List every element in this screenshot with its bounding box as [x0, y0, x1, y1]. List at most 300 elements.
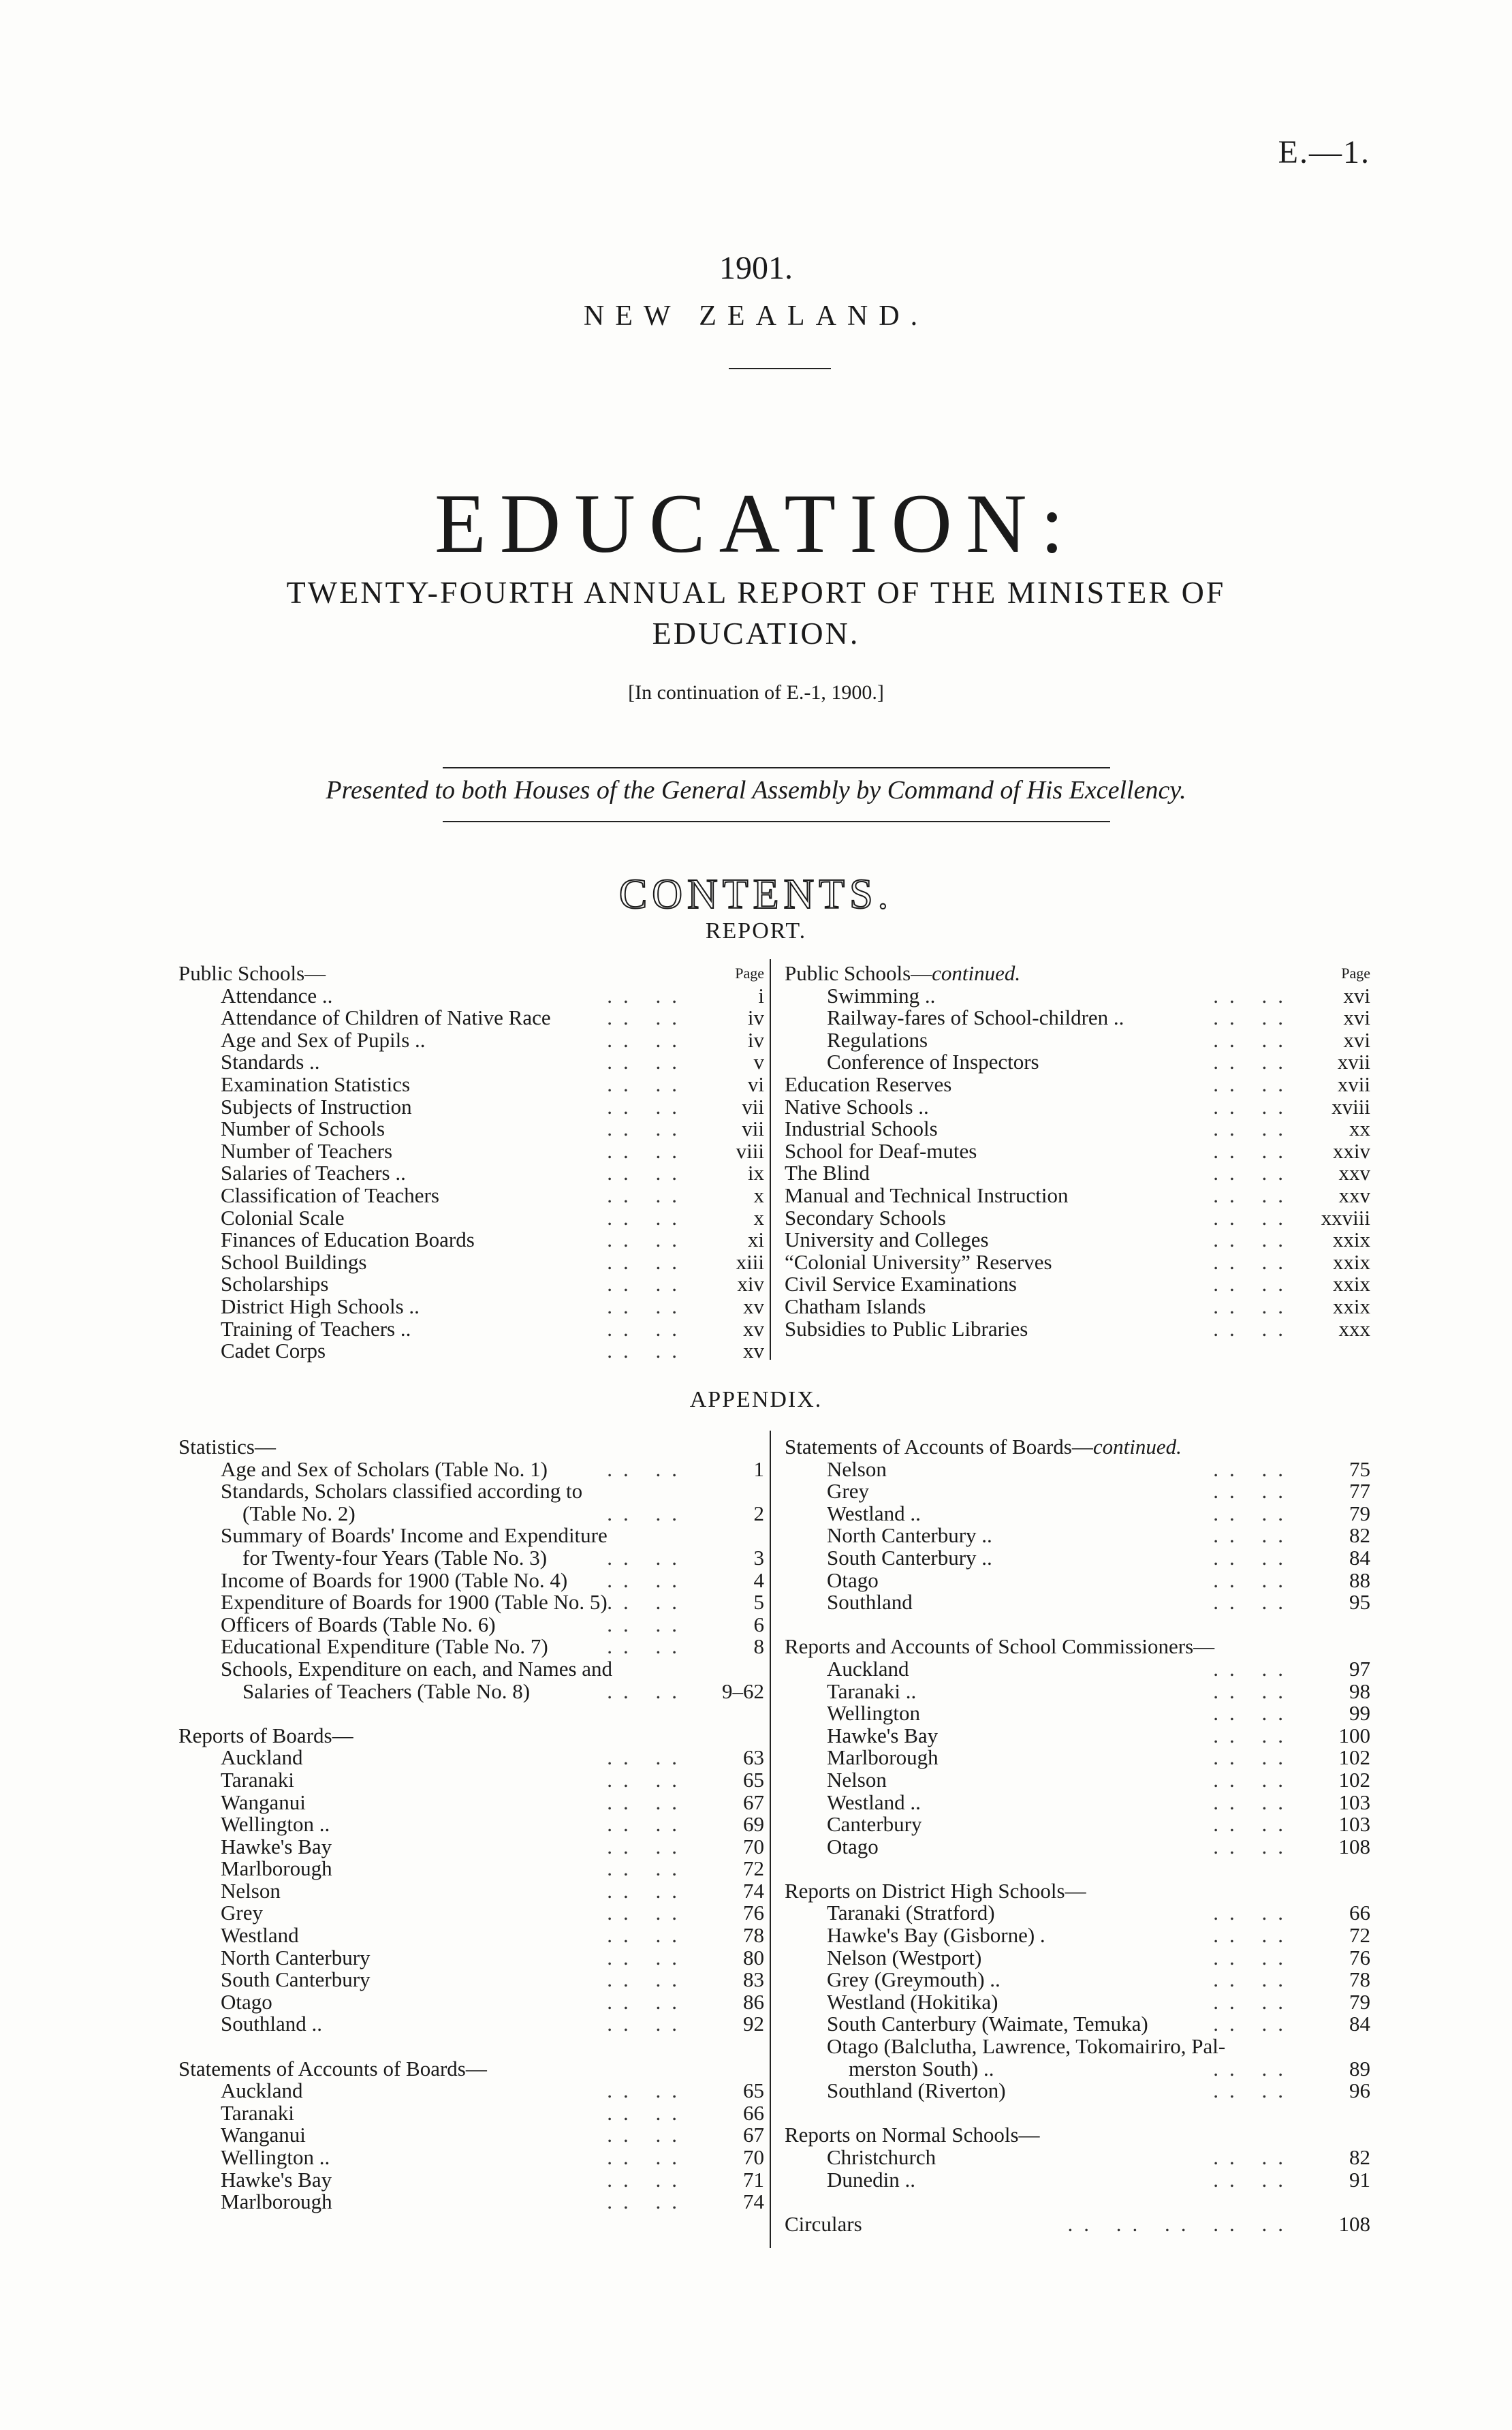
toc-entry [178, 1251, 764, 1274]
entry-page: xvi [1343, 1027, 1370, 1052]
entry-label: (Table No. 2) [242, 1501, 356, 1525]
entry-label: University and Colleges [785, 1228, 989, 1252]
leader-dots: .. .. [1213, 2167, 1294, 2192]
entry-page: 72 [1349, 1923, 1370, 1948]
entry-page: 69 [743, 1812, 764, 1837]
leader-dots: .. .. [607, 1790, 688, 1814]
entry-label: Subsidies to Public Libraries [785, 1316, 1028, 1341]
entry-page: xvi [1343, 983, 1370, 1008]
divider [729, 368, 831, 369]
leader-dots: .. .. [607, 1834, 688, 1858]
entry-label: Salaries of Teachers (Table No. 8) [242, 1679, 531, 1703]
entry-label: Salaries of Teachers .. [221, 1161, 406, 1185]
entry-page: 84 [1349, 1545, 1370, 1570]
entry-page: xx [1349, 1117, 1370, 1141]
main-title: EDUCATION: [435, 477, 1077, 570]
entry-page: 82 [1349, 1523, 1370, 1548]
entry-label: Age and Sex of Scholars (Table No. 1) [221, 1457, 548, 1481]
toc-entry [785, 1296, 1370, 1318]
leader-dots: .. .. [607, 2145, 688, 2169]
toc-group [785, 2124, 1370, 2147]
toc-entry [178, 1162, 764, 1185]
entry-page: 89 [1349, 2056, 1370, 2081]
toc-entry [785, 1118, 1370, 1140]
presented-note: Presented to both Houses of the General Assembly by Command of His Excellency. [326, 776, 1186, 805]
leader-dots: .. .. [1213, 1923, 1294, 1948]
column-divider [770, 959, 771, 1360]
entry-page: 8 [753, 1634, 764, 1659]
toc-entry [178, 1925, 764, 1947]
entry-page: xv [743, 1316, 764, 1341]
subtitle-line-2: EDUCATION. [652, 616, 860, 651]
entry-page: 67 [743, 2123, 764, 2147]
toc-entry [785, 2036, 1370, 2058]
entry-label: Circulars [785, 2211, 862, 2236]
entry-page: 74 [743, 1878, 764, 1903]
leader-dots: .. .. [607, 1612, 688, 1636]
entry-page: xxix [1332, 1272, 1370, 1296]
leader-dots: .. .. [1213, 1523, 1294, 1548]
entry-label: Native Schools .. [785, 1094, 929, 1119]
divider [443, 821, 1110, 822]
entry-label: Taranaki [221, 2100, 294, 2125]
leader-dots: .. .. [1213, 1501, 1294, 1525]
entry-label: Educational Expenditure (Table No. 7) [221, 1634, 548, 1659]
toc-entry [178, 1591, 764, 1614]
leader-dots: .. .. [1213, 1479, 1294, 1504]
entry-label: Westland .. [827, 1790, 921, 1814]
group-label: Reports and Accounts of School Commissioners— [785, 1634, 1215, 1659]
entry-page: 3 [753, 1545, 764, 1570]
leader-dots: .. .. [1213, 1812, 1294, 1837]
leader-dots: .. .. [1213, 1590, 1294, 1615]
entry-page: 2 [753, 1501, 764, 1525]
leader-dots: .. .. [607, 1901, 688, 1925]
leader-dots: .. .. [1213, 1117, 1294, 1141]
leader-dots: .. .. [1213, 1679, 1294, 1703]
entry-page: xv [743, 1339, 764, 1363]
entry-label: Education Reserves [785, 1072, 952, 1096]
entry-label: Southland (Riverton) [827, 2078, 1006, 2103]
entry-label: Attendance .. [221, 983, 333, 1008]
toc-entry [178, 1813, 764, 1836]
toc-entry [178, 1503, 764, 1525]
entry-label: Examination Statistics [221, 1072, 411, 1096]
entry-page: 78 [743, 1923, 764, 1948]
entry-page: 65 [743, 2078, 764, 2103]
entry-page: xxix [1332, 1249, 1370, 1274]
entry-page: 91 [1349, 2167, 1370, 2192]
entry-label: District High Schools .. [221, 1294, 420, 1318]
leader-dots: .. .. [1213, 1249, 1294, 1274]
entry-label: Otago (Balclutha, Lawrence, Tokomairiro, Pal- [827, 2034, 1226, 2059]
toc-entry [178, 1051, 764, 1074]
continued-label: continued. [932, 961, 1021, 985]
spacer [178, 2036, 764, 2058]
toc-entry [785, 1681, 1370, 1703]
entry-label: Secondary Schools [785, 1205, 946, 1230]
entry-page: x [753, 1183, 764, 1207]
toc-entry [178, 1007, 764, 1029]
entry-label: Westland (Hokitika) [827, 1989, 998, 2014]
toc-entry [785, 985, 1370, 1008]
page-label: Page [1341, 965, 1370, 982]
leader-dots: .. .. [1213, 1945, 1294, 1969]
entry-label: Grey [221, 1901, 263, 1925]
toc-entry [178, 1792, 764, 1814]
entry-page: 88 [1349, 1568, 1370, 1592]
entry-page: 5 [753, 1590, 764, 1615]
leader-dots: .. .. [607, 2078, 688, 2103]
report-heading: REPORT. [705, 918, 807, 944]
year: 1901. [719, 250, 793, 286]
entry-label: Cadet Corps [221, 1339, 326, 1363]
entry-page: 66 [1349, 1901, 1370, 1925]
entry-label: Finances of Education Boards [221, 1228, 475, 1252]
toc-entry [178, 1118, 764, 1140]
entry-label: Auckland [827, 1656, 909, 1681]
toc-entry [785, 2058, 1370, 2081]
toc-entry [785, 1525, 1370, 1547]
entry-label: Wanganui [221, 1790, 306, 1814]
entry-label: Schools, Expenditure on each, and Names and [221, 1656, 613, 1681]
entry-label: Canterbury [827, 1812, 922, 1837]
entry-label: Swimming .. [827, 983, 936, 1008]
group-label: Statements of Accounts of Boards— [178, 2056, 487, 2081]
entry-label: for Twenty-four Years (Table No. 3) [242, 1545, 548, 1570]
continuation-note: [In continuation of E.-1, 1900.] [628, 681, 884, 704]
leader-dots: .. .. [607, 2100, 688, 2125]
entry-label: Westland [221, 1923, 299, 1948]
leader-dots: .. .. [1213, 1205, 1294, 1230]
toc-entry [785, 1658, 1370, 1681]
entry-page: 99 [1349, 1701, 1370, 1726]
spacer [178, 1702, 764, 1725]
entry-page: xxix [1332, 1228, 1370, 1252]
appendix-left-column [178, 1436, 764, 2213]
leader-dots: .. .. [1213, 1656, 1294, 1681]
toc-entry [178, 1747, 764, 1769]
toc-entry [178, 1140, 764, 1163]
subtitle [0, 572, 1512, 654]
entry-page: 82 [1349, 2145, 1370, 2169]
column-divider [770, 1431, 771, 2248]
entry-label: Colonial Scale [221, 1205, 345, 1230]
entry-page: xviii [1332, 1094, 1370, 1119]
entry-label: Nelson (Westport) [827, 1945, 982, 1969]
leader-dots: .. .. [1213, 1457, 1294, 1481]
leader-dots: .. .. [1213, 1138, 1294, 1163]
entry-page: v [753, 1050, 764, 1074]
entry-page: xiv [737, 1272, 764, 1296]
toc-entry [178, 1769, 764, 1792]
entry-page: xxviii [1321, 1205, 1370, 1230]
entry-page: 4 [753, 1568, 764, 1592]
leader-dots: .. .. [607, 1316, 688, 1341]
entry-label: Marlborough [827, 1745, 939, 1770]
entry-label: Classification of Teachers [221, 1183, 439, 1207]
entry-label: Southland .. [221, 2012, 322, 2036]
toc-entry [178, 1614, 764, 1636]
entry-label: Christchurch [827, 2145, 936, 2169]
entry-label: Conference of Inspectors [827, 1050, 1039, 1074]
toc-entry [178, 1185, 764, 1207]
entry-label: Hawke's Bay [827, 1723, 939, 1747]
group-text: Statements of Accounts of Boards— [785, 1435, 1093, 1459]
entry-page: 80 [743, 1945, 764, 1969]
leader-dots: .. .. [607, 1249, 688, 1274]
leader-dots: .. .. [607, 1161, 688, 1185]
toc-entry [785, 1459, 1370, 1481]
toc-entry [178, 2102, 764, 2125]
entry-label: Westland .. [827, 1501, 921, 1525]
leader-dots: .. .. [607, 983, 688, 1008]
entry-label: Training of Teachers .. [221, 1316, 411, 1341]
entry-label: Wellington .. [221, 2145, 330, 2169]
entry-label: Scholarships [221, 1272, 329, 1296]
toc-entry [178, 1947, 764, 1969]
entry-page: 70 [743, 1834, 764, 1858]
toc-entry [178, 1296, 764, 1318]
entry-label: North Canterbury [221, 1945, 371, 1969]
entry-page: 72 [743, 1856, 764, 1881]
toc-entry [178, 1858, 764, 1880]
entry-label: Marlborough [221, 2190, 332, 2214]
toc-entry [785, 1969, 1370, 1991]
entry-label: South Canterbury (Waimate, Temuka) [827, 2012, 1148, 2036]
divider [443, 767, 1110, 768]
entry-page: 79 [1349, 1501, 1370, 1525]
leader-dots: .. .. [607, 1294, 688, 1318]
leader-dots: .. .. [607, 1767, 688, 1792]
entry-label: Wellington .. [221, 1812, 330, 1837]
leader-dots: .. .. [607, 1856, 688, 1881]
toc-entry [178, 1636, 764, 1658]
entry-page: xxv [1338, 1183, 1370, 1207]
leader-dots: .. .. [1213, 1272, 1294, 1296]
leader-dots: .. .. [607, 1117, 688, 1141]
entry-label: Dunedin .. [827, 2167, 916, 2192]
entry-page: 83 [743, 1967, 764, 1992]
group-label: Reports of Boards— [178, 1723, 353, 1747]
leader-dots: .. .. [1213, 2078, 1294, 2103]
toc-entry [785, 1029, 1370, 1052]
toc-entry [178, 1340, 764, 1362]
entry-label: North Canterbury .. [827, 1523, 992, 1548]
spacer [785, 2102, 1370, 2125]
entry-label: Hawke's Bay [221, 1834, 332, 1858]
toc-entry [178, 1096, 764, 1119]
toc-entry [785, 1747, 1370, 1769]
entry-page: xv [743, 1294, 764, 1318]
appendix-right-column [785, 1436, 1370, 2235]
entry-label: Chatham Islands [785, 1294, 926, 1318]
leader-dots: .. .. [1213, 1228, 1294, 1252]
toc-entry [785, 1925, 1370, 1947]
leader-dots: .. .. [1213, 1901, 1294, 1925]
leader-dots: .. .. [1213, 1989, 1294, 2014]
entry-label: Standards .. [221, 1050, 320, 1074]
leader-dots: .. .. [1213, 1006, 1294, 1030]
entry-label: Civil Service Examinations [785, 1272, 1017, 1296]
toc-group [178, 1436, 764, 1459]
toc-entry [785, 1836, 1370, 1858]
entry-label: Auckland [221, 1745, 303, 1770]
entry-page: 66 [743, 2100, 764, 2125]
entry-page: iv [747, 1006, 764, 1030]
toc-entry [785, 1570, 1370, 1592]
country: NEW ZEALAND. [583, 300, 929, 332]
entry-page: xxix [1332, 1294, 1370, 1318]
leader-dots: .. .. [1213, 2056, 1294, 2081]
group-label [785, 1436, 1182, 1459]
entry-page: 79 [1349, 1989, 1370, 2014]
entry-page: 103 [1338, 1812, 1370, 1837]
toc-entry [178, 2080, 764, 2102]
toc-entry [785, 1273, 1370, 1296]
toc-entry [785, 2169, 1370, 2192]
leader-dots: .. .. [1213, 1050, 1294, 1074]
toc-entry [178, 1880, 764, 1903]
toc-entry [785, 1051, 1370, 1074]
toc-entry [785, 1074, 1370, 1096]
entry-label: Taranaki (Stratford) [827, 1901, 995, 1925]
subtitle-line-1: TWENTY-FOURTH ANNUAL REPORT OF THE MINISTER OF [286, 575, 1226, 610]
toc-entry [178, 2147, 764, 2169]
toc-group [785, 1436, 1370, 1459]
report-right-column [785, 963, 1370, 1340]
entry-page: 67 [743, 1790, 764, 1814]
toc-entry [178, 1681, 764, 1703]
entry-label: Number of Teachers [221, 1138, 393, 1163]
entry-page: ix [747, 1161, 764, 1185]
entry-page: xxx [1338, 1316, 1370, 1341]
leader-dots: .. .. [1213, 1161, 1294, 1185]
entry-label: “Colonial University” Reserves [785, 1249, 1052, 1274]
entry-label: South Canterbury [221, 1967, 371, 1992]
toc-entry [785, 1991, 1370, 2014]
leader-dots: .. .. [1213, 1745, 1294, 1770]
entry-page: 74 [743, 2190, 764, 2214]
report-left-column [178, 963, 764, 1362]
leader-dots: .. .. [1213, 1294, 1294, 1318]
group-label: Public Schools— [178, 961, 326, 985]
entry-label: Grey (Greymouth) .. [827, 1967, 1001, 1992]
document-reference: E.—1. [1278, 134, 1370, 170]
leader-dots: .. .. [1213, 1072, 1294, 1096]
leader-dots: .. .. [1213, 1967, 1294, 1992]
entry-label: Subjects of Instruction [221, 1094, 412, 1119]
toc-entry-circulars [785, 2213, 1370, 2236]
toc-entry [178, 1318, 764, 1341]
toc-entry [785, 1480, 1370, 1503]
entry-page: 75 [1349, 1457, 1370, 1481]
entry-label: The Blind [785, 1161, 870, 1185]
entry-label: Industrial Schools [785, 1117, 938, 1141]
entry-page: 1 [753, 1457, 764, 1481]
toc-entry [178, 1570, 764, 1592]
entry-page: xvii [1337, 1072, 1370, 1096]
entry-label: Taranaki .. [827, 1679, 917, 1703]
toc-entry [178, 2191, 764, 2213]
toc-entry [785, 1229, 1370, 1251]
leader-dots: .. .. [1213, 1767, 1294, 1792]
group-label: Reports on District High Schools— [785, 1878, 1086, 1903]
entry-label: Attendance of Children of Native Race [221, 1006, 551, 1030]
leader-dots: .. .. [607, 1945, 688, 1969]
spacer [785, 1614, 1370, 1636]
entry-page: 86 [743, 1989, 764, 2014]
toc-entry [785, 1725, 1370, 1747]
toc-entry [178, 1273, 764, 1296]
leader-dots: .. .. [607, 1812, 688, 1837]
leader-dots: .. .. [607, 1923, 688, 1948]
entry-label: Marlborough [221, 1856, 332, 1881]
leader-dots: .. .. [1213, 1545, 1294, 1570]
toc-entry [178, 1902, 764, 1925]
entry-label: Southland [827, 1590, 913, 1615]
entry-label: Expenditure of Boards for 1900 (Table No. 5) [221, 1590, 608, 1615]
toc-entry [178, 1658, 764, 1681]
toc-group [178, 2058, 764, 2081]
leader-dots: .. .. [1213, 1094, 1294, 1119]
entry-page: 108 [1338, 2211, 1370, 2236]
toc-entry [178, 1029, 764, 1052]
toc-entry [178, 1459, 764, 1481]
toc-entry [785, 1140, 1370, 1163]
toc-entry [785, 1185, 1370, 1207]
toc-entry [785, 1902, 1370, 1925]
leader-dots: .. .. [1213, 2012, 1294, 2036]
leader-dots: .. .. [1213, 1316, 1294, 1341]
toc-entry [785, 1702, 1370, 1725]
leader-dots: .. .. [607, 1205, 688, 1230]
leader-dots: .. .. [607, 2123, 688, 2147]
toc-entry [785, 1251, 1370, 1274]
entry-page: 102 [1338, 1767, 1370, 1792]
entry-page: xvi [1343, 1006, 1370, 1030]
leader-dots: .. .. [607, 1006, 688, 1030]
toc-entry [785, 1547, 1370, 1570]
entry-label: Age and Sex of Pupils .. [221, 1027, 426, 1052]
entry-page: 9–62 [722, 1679, 764, 1703]
toc-entry [178, 1525, 764, 1547]
entry-page: xi [747, 1228, 764, 1252]
group-label: Statistics— [178, 1435, 276, 1459]
entry-page: 6 [753, 1612, 764, 1636]
page-label: Page [735, 965, 764, 982]
toc-entry [178, 2013, 764, 2036]
toc-entry [178, 985, 764, 1008]
leader-dots: .. .. [607, 1138, 688, 1163]
entry-label: Wanganui [221, 2123, 306, 2147]
entry-label: Standards, Scholars classified according to [221, 1479, 583, 1504]
entry-page: 70 [743, 2145, 764, 2169]
entry-page: 102 [1338, 1745, 1370, 1770]
entry-label: Nelson [221, 1878, 281, 1903]
entry-page: vii [742, 1094, 764, 1119]
toc-entry [785, 1007, 1370, 1029]
contents-heading: CONTENTS. [618, 871, 894, 918]
leader-dots: .. .. [607, 1679, 688, 1703]
toc-entry [178, 2169, 764, 2192]
entry-page: xiii [736, 1249, 764, 1274]
entry-label: merston South) .. [849, 2056, 994, 2081]
entry-label: Officers of Boards (Table No. 6) [221, 1612, 496, 1636]
entry-label: Taranaki [221, 1767, 294, 1792]
leader-dots: .. .. [1213, 1701, 1294, 1726]
leader-dots: .. .. [607, 1545, 688, 1570]
